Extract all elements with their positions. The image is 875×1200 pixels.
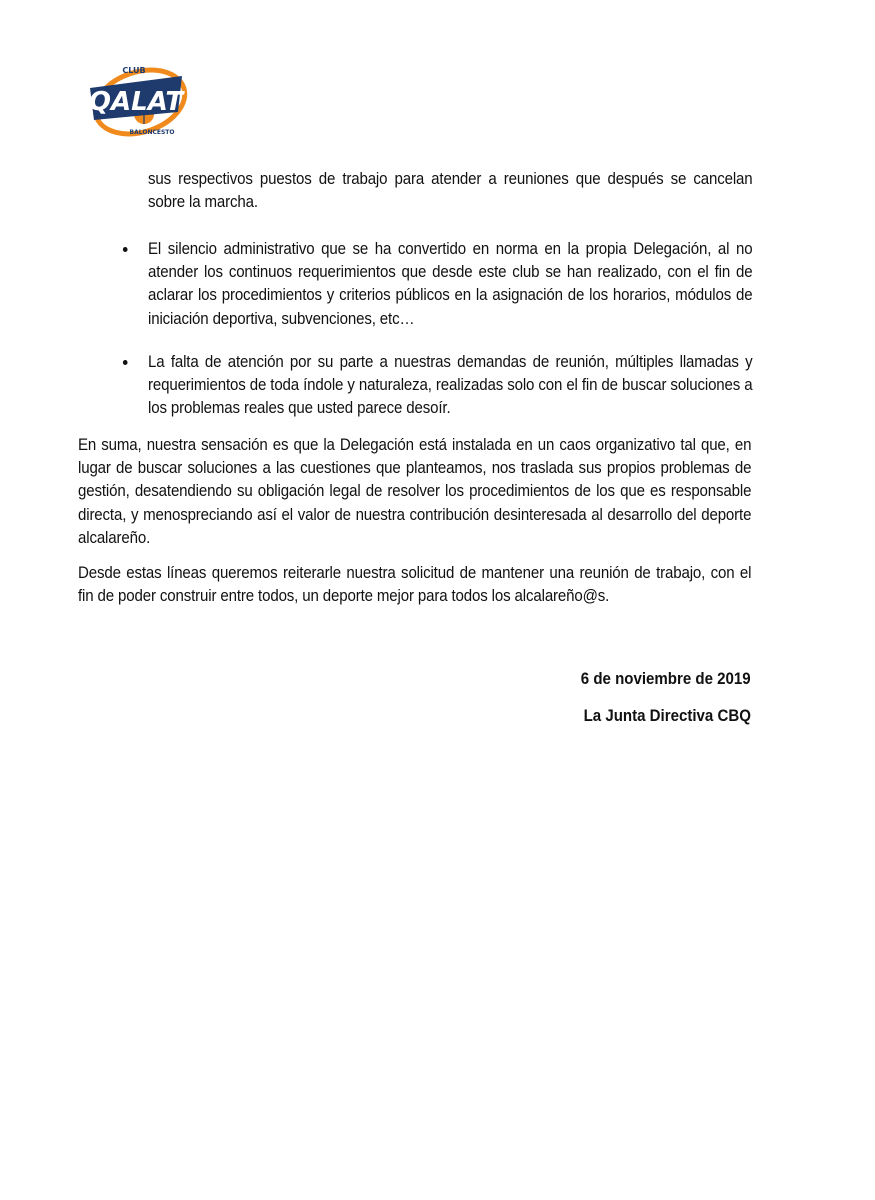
bullet-icon — [123, 247, 128, 252]
bullet-continuation-text: sus respectivos puestos de trabajo para atender a reuniones que después se cancelan sobre la marcha. — [148, 170, 753, 212]
body-paragraph: En suma, nuestra sensación es que la Delegación está instalada en un caos organizativo tal que, en lugar de buscar soluciones a las cuestiones que planteamos, nos traslada sus propios problemas de gestión, desatendiendo su obligación legal de resolver los procedimientos de los que es responsable directa, y menospreciando así el valor de nuestra contribución desinteresada al desarrollo del deporte alcalareño. — [78, 436, 752, 547]
bullet-text: La falta de atención por su parte a nuestras demandas de reunión, múltiples llamadas y requerimientos de toda índole y naturaleza, realizadas solo con el fin de buscar soluciones a los problemas reales que usted parece desoír. — [148, 353, 753, 418]
signature-name: La Junta Directiva CBQ — [583, 707, 751, 725]
signature-date: 6 de noviembre de 2019 — [581, 670, 751, 688]
body-paragraph: Desde estas líneas queremos reiterarle nuestra solicitud de mantener una reunión de trabajo, con el fin de poder construir entre todos, un deporte mejor para todos los alcalareño@s. — [78, 564, 752, 606]
logo-bottom-text: BALONCESTO — [129, 129, 175, 136]
list-item — [148, 351, 753, 421]
club-logo — [82, 58, 192, 140]
list-item — [148, 238, 753, 331]
qalat-logo-icon — [82, 58, 192, 140]
bullet-icon — [123, 360, 128, 365]
logo-top-text: CLUB — [122, 66, 146, 75]
bullet-text: El silencio administrativo que se ha convertido en norma en la propia Delegación, al no atender los continuos requerimientos que desde este club se han realizado, con el fin de aclarar los procedimientos y criterios públicos en la asignación de los horarios, módulos de iniciación deportiva, subvenciones, etc… — [148, 240, 753, 328]
logo-main-text: QALAT — [88, 87, 184, 117]
